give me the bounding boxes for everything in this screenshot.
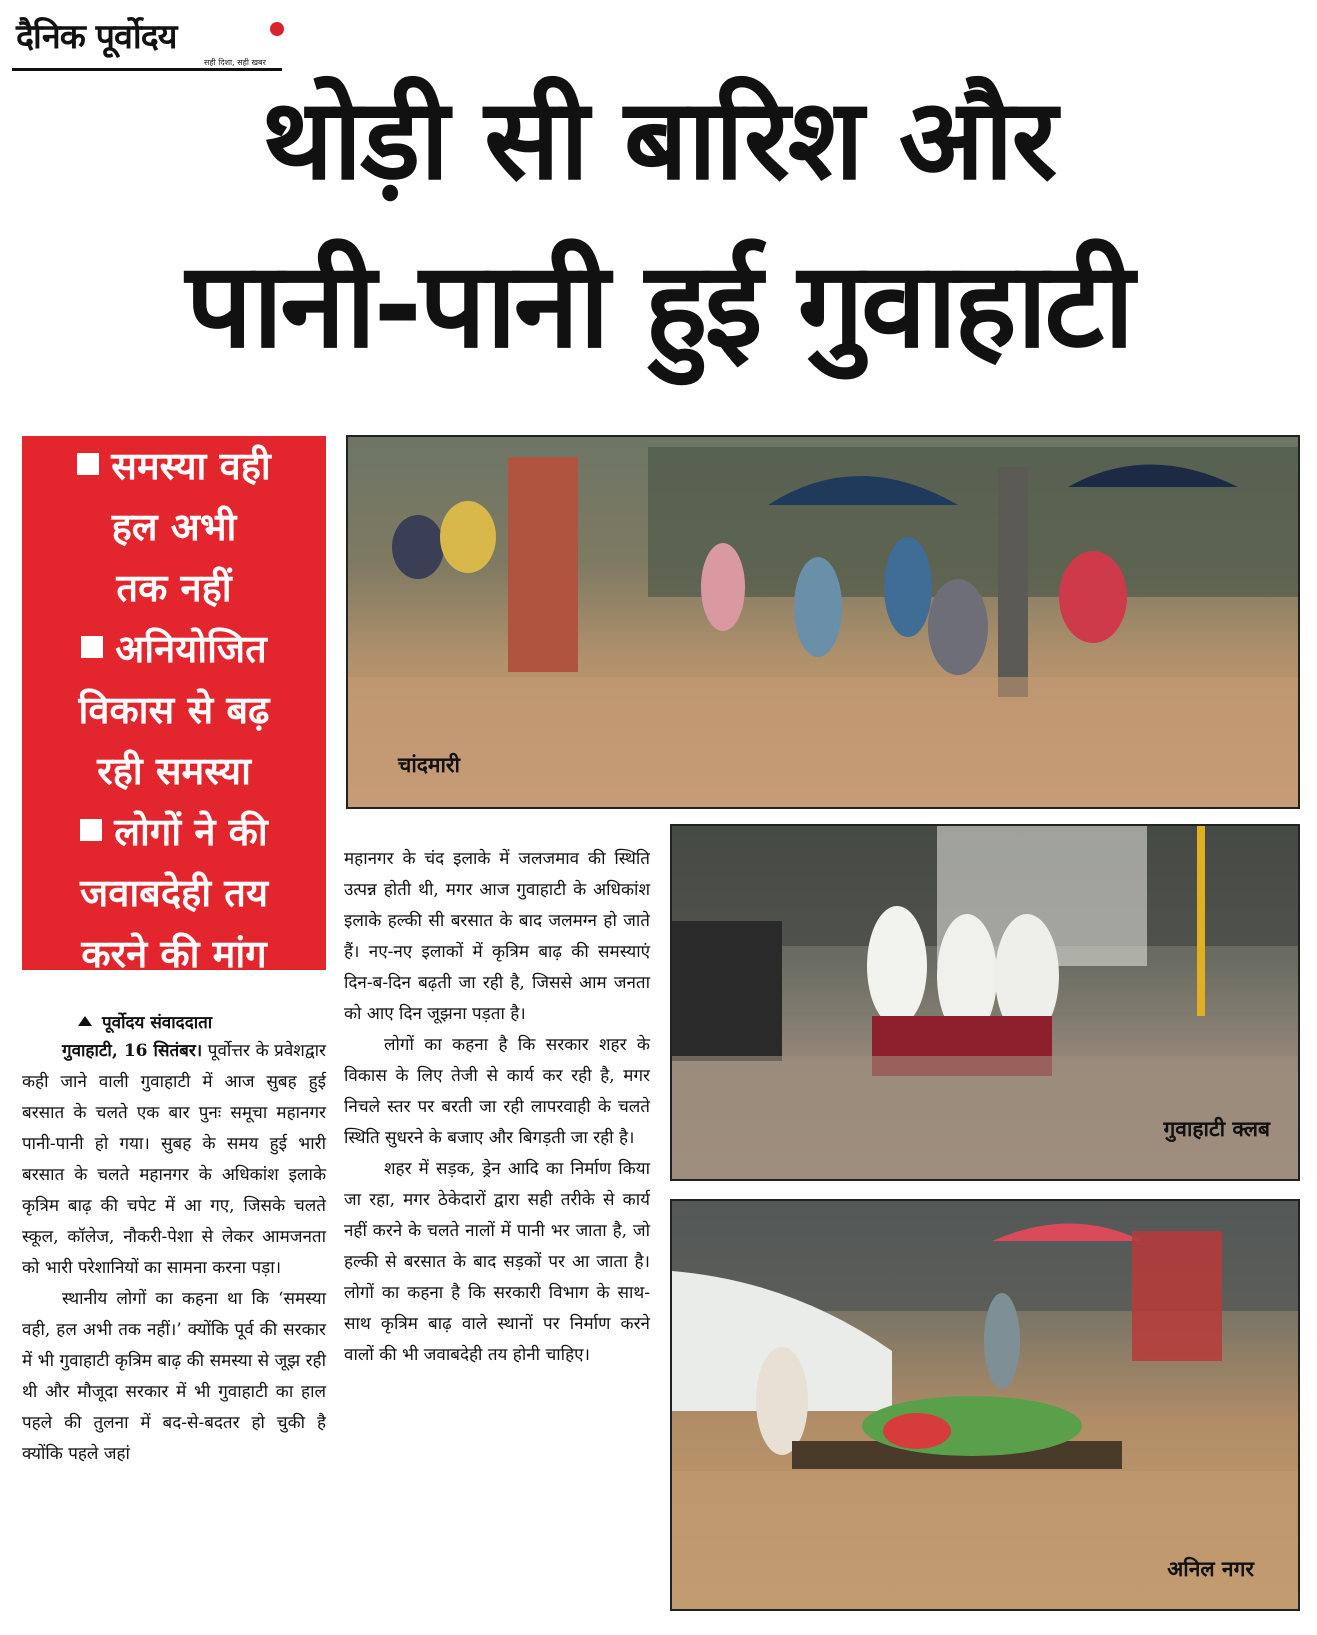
photo-illustration — [348, 437, 1300, 809]
article-paragraph: महानगर के चंद इलाके में जलजमाव की स्थिति उत्पन्न होती थी, मगर आज गुवाहाटी के अधिकांश इलाके हल्की सी बरसात के बाद जलमग्न हो जाते हैं। नए-नए इलाकों में कृत्रिम बाढ़ की समस्याएं दिन-ब-दिन बढ़ती जा रही है, जिससे आम जनता को आए दिन जूझना पड़ता है। — [344, 849, 650, 1024]
article-column-2 — [344, 844, 650, 1371]
square-bullet-icon — [81, 636, 103, 658]
photo-anil-nagar — [670, 1199, 1300, 1611]
triangle-icon — [78, 1016, 92, 1026]
highlight-item — [22, 802, 326, 985]
dateline: गुवाहाटी, 16 सितंबर। — [62, 1041, 203, 1061]
masthead — [12, 10, 282, 72]
square-bullet-icon — [77, 453, 99, 475]
article-column-1 — [22, 1036, 326, 1470]
highlight-item — [22, 619, 326, 802]
highlight-line: जवाबदेही तय — [80, 871, 268, 915]
byline-text: पूर्वोदय संवाददाता — [102, 1013, 213, 1033]
highlight-line: हल अभी — [111, 505, 237, 549]
logo-dot-icon — [270, 22, 284, 36]
highlight-line: समस्या वही — [111, 444, 271, 488]
highlight-line: विकास से बढ़ — [78, 688, 270, 732]
highlight-line: लोगों ने की — [114, 810, 268, 854]
headline-line-2: पानी-पानी हुई गुवाहाटी — [185, 236, 1132, 374]
highlight-line: करने की मांग — [81, 932, 267, 976]
highlight-item — [22, 436, 326, 619]
newspaper-name: दैनिक पूर्वोदय — [16, 17, 177, 57]
article-paragraph: स्थानीय लोगों का कहना था कि ‘समस्या वही, हल अभी तक नहीं।’ क्योंकि पूर्व की सरकार में भी गुवाहाटी कृत्रिम बाढ़ की समस्या से जूझ रही थी और मौजूदा सरकार में भी गुवाहाटी का हाल पहले की तुलना में बद-से-बदतर हो चुकी है क्योंकि पहले जहां — [22, 1289, 326, 1464]
photo-caption: अनिल नगर — [1167, 1557, 1254, 1581]
highlight-line: रही समस्या — [97, 749, 251, 793]
masthead-rule — [12, 68, 282, 71]
photo-caption: गुवाहाटी क्लब — [1163, 1117, 1270, 1141]
highlights-box — [22, 436, 326, 976]
paragraph-text: पूर्वोत्तर के प्रवेशद्वार कही जाने वाली गुवाहाटी में आज सुबह हुई बरसात के चलते एक बार पुनः समूचा महानगर पानी-पानी हो गया। सुबह के समय हुई भारी बरसात के चलते महानगर के अधिकांश इलाके कृत्रिम बाढ़ की चपेट में आ गए, जिसके चलते स्कूल, कॉलेज, नौकरी-पेशा से लेकर आमजनता को भारी परेशानियों का सामना करना पड़ा। — [22, 1041, 326, 1278]
byline — [78, 1010, 212, 1033]
photo-guwahati-club — [670, 824, 1300, 1181]
photo-chandmari — [346, 435, 1300, 809]
square-bullet-icon — [80, 819, 102, 841]
article-paragraph: शहर में सड़क, ड्रेन आदि का निर्माण किया जा रहा, मगर ठेकेदारों द्वारा सही तरीके से कार्य नहीं करने के चलते नालों में पानी भर जाता है, जो हल्की से बरसात के बाद सड़कों पर आ जाता है। लोगों का कहना है कि सरकारी विभाग के साथ-साथ कृत्रिम बाढ़ वाले स्थानों पर निर्माण करने वालों की भी जवाबदेही तय होनी चाहिए। — [344, 1159, 650, 1365]
article-paragraph: लोगों का कहना है कि सरकार शहर के विकास के लिए तेजी से कार्य कर रही है, मगर निचले स्तर पर बरती जा रही लापरवाही के चलते स्थिति सुधरने के बजाए और बिगड़ती जा रही है। — [344, 1035, 650, 1148]
photo-caption: चांदमारी — [398, 753, 460, 777]
photo-illustration — [672, 1201, 1300, 1611]
highlight-line: तक नहीं — [116, 566, 232, 610]
article-paragraph — [22, 1036, 326, 1284]
highlight-line: अनियोजित — [115, 627, 267, 671]
headline-line-1: थोड़ी सी बारिश और — [261, 75, 1056, 205]
newspaper-tagline: सही दिशा, सही खबर — [204, 58, 266, 67]
